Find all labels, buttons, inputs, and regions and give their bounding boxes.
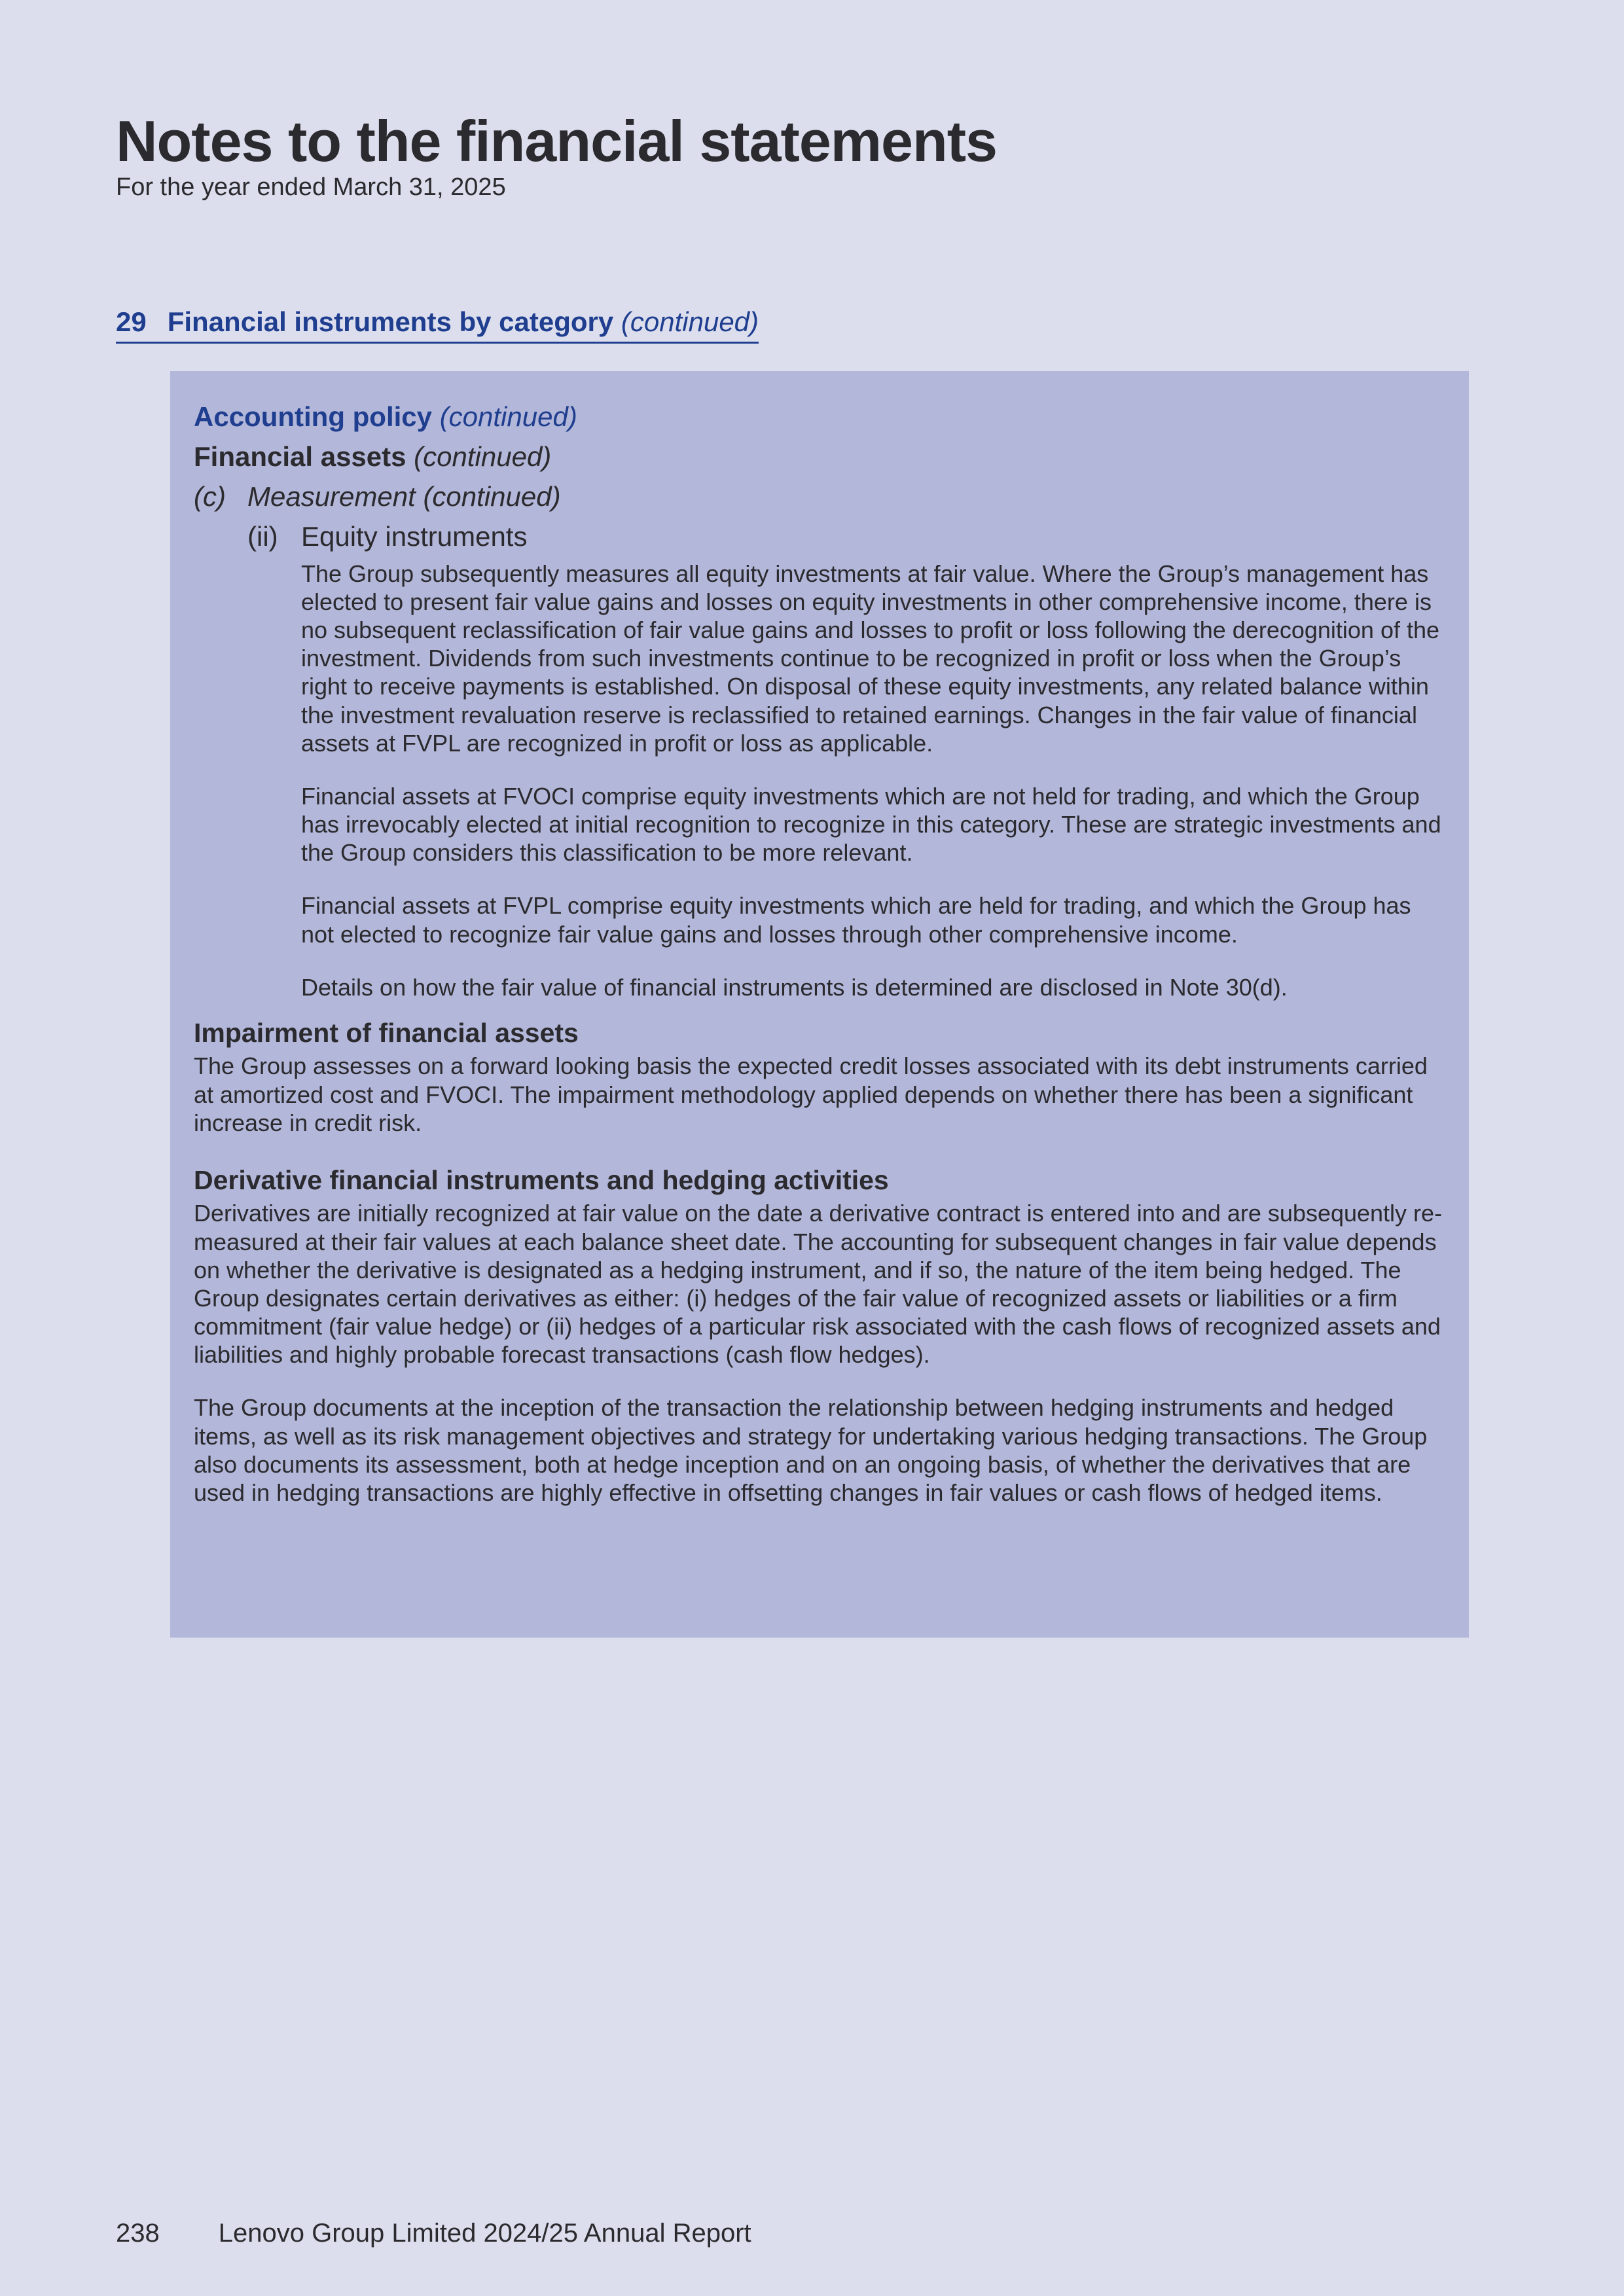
accounting-policy-box bbox=[170, 371, 1469, 1638]
financial-assets-title: Financial assets bbox=[194, 440, 406, 472]
report-name: Lenovo Group Limited 2024/25 Annual Report bbox=[218, 2219, 751, 2248]
measurement-label: (c) bbox=[194, 480, 226, 512]
equity-instruments-text: Equity instruments bbox=[301, 520, 528, 552]
accounting-policy-title: Accounting policy bbox=[194, 401, 433, 432]
accounting-policy-continued: (continued) bbox=[439, 401, 577, 432]
financial-assets-heading bbox=[194, 437, 1445, 477]
measurement-text: Measurement (continued) bbox=[247, 480, 561, 512]
equity-paragraph: Financial assets at FVPL comprise equity investments which are held for trading, and which the Group has not elected to recognize fair value gains and losses through other comprehensive income. bbox=[301, 892, 1411, 948]
equity-paragraph: Financial assets at FVOCI comprise equity investments which are not held for trading, and which the Group has irrevocably elected at initial recognition to recognize in this category. These are strategic investments and the Group considers this classification to be more relevant. bbox=[301, 782, 1441, 867]
section-heading bbox=[116, 306, 759, 344]
measurement-heading bbox=[194, 477, 1445, 517]
equity-paragraph: The Group subsequently measures all equity investments at fair value. Where the Group’s management has elected to present fair value gains and losses on equity investments in other comprehensive income, there is no subsequent reclassification of fair value gains and losses to profit or loss following the derecognition of the investment. Dividends from such investments continue to be recognized in profit or loss when the Group’s right to receive payments is established. On disposal of these equity investments, any related balance within the investment revaluation reserve is reclassified to retained earnings. Changes in the fair value of financial assets at FVPL are recognized in profit or loss as applicable. bbox=[301, 560, 1440, 757]
section-continued: (continued) bbox=[621, 306, 759, 337]
page-footer bbox=[116, 2219, 751, 2248]
financial-assets-continued: (continued) bbox=[414, 440, 552, 472]
equity-paragraph: Details on how the fair value of financial instruments is determined are disclosed in Note 30(d). bbox=[301, 973, 1288, 1001]
page-subtitle: For the year ended March 31, 2025 bbox=[116, 173, 506, 201]
page-number: 238 bbox=[116, 2219, 160, 2248]
equity-instruments-heading bbox=[247, 517, 1445, 557]
impairment-paragraph: The Group assesses on a forward looking basis the expected credit losses associated with its debt instruments carried at amortized cost and FVOCI. The impairment methodology applied depends on whether there has been a significant increase in credit risk. bbox=[194, 1052, 1428, 1136]
derivative-paragraph: Derivatives are initially recognized at fair value on the date a derivative contract is entered into and are subsequently re-measured at their fair values at each balance sheet date. The accounting for subsequent changes in fair value depends on whether the derivative is designated as a hedging instrument, and if so, the nature of the item being hedged. The Group designates certain derivatives as either: (i) hedges of the fair value of recognized assets or liabilities or a firm commitment (fair value hedge) or (ii) hedges of a particular risk associated with the cash flows of recognized assets and liabilities and highly probable forecast transactions (cash flow hedges). bbox=[194, 1200, 1443, 1369]
section-title: Financial instruments by category bbox=[167, 306, 614, 337]
accounting-policy-heading bbox=[194, 397, 1445, 437]
page-title: Notes to the financial statements bbox=[116, 109, 997, 173]
section-number: 29 bbox=[116, 306, 147, 337]
derivative-heading: Derivative financial instruments and hedging activities bbox=[194, 1164, 889, 1195]
impairment-heading: Impairment of financial assets bbox=[194, 1018, 579, 1048]
derivative-paragraph: The Group documents at the inception of the transaction the relationship between hedging instruments and hedged items, as well as its risk management objectives and strategy for undertaking various hedging transactions. The Group also documents its assessment, both at hedge inception and on an ongoing basis, of whether the derivatives that are used in hedging transactions are highly effective in offsetting changes in fair values or cash flows of hedged items. bbox=[194, 1394, 1428, 1507]
equity-instruments-label: (ii) bbox=[247, 520, 278, 552]
